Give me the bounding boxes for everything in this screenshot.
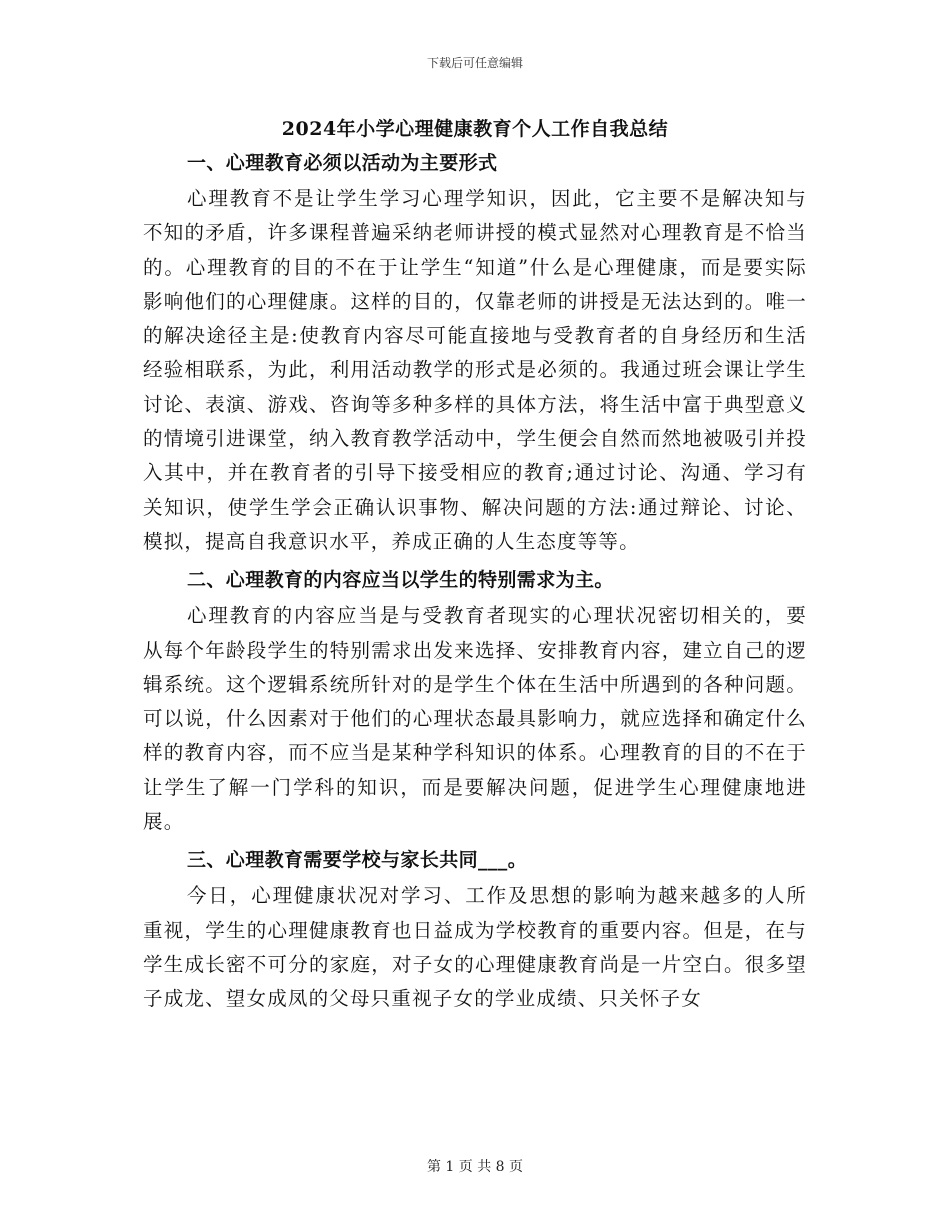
- document-title: 2024年小学心理健康教育个人工作自我总结: [281, 118, 669, 140]
- section-2-heading: 二、心理教育的内容应当以学生的特别需求为主。: [187, 569, 614, 592]
- section-1-heading: 一、心理教育必须以活动为主要形式: [187, 152, 498, 174]
- page-number-footer: 第 1 页 共 8 页: [426, 1159, 524, 1175]
- section-3-paragraph: 今日，心理健康状况对学习、工作及思想的影响为越来越多的人所重视，学生的心理健康教育也日益成为学校教育的重要内容。但是，在与学生成长密不可分的家庭，对子女的心理健康教育尚是一片空白。很多望子成龙、望女成凤的父母只重视子女的学业成绩、只关怀子女: [143, 884, 807, 1011]
- document-body: [143, 146, 807, 1017]
- section-1-paragraph: 心理教育不是让学生学习心理学知识，因此，它主要不是解决知与不知的矛盾，许多课程普遍采纳老师讲授的模式显然对心理教育是不恰当的。心理教育的目的不在于让学生“知道”什么是心理健康，而是要实际影响他们的心理健康。这样的目的，仅靠老师的讲授是无法达到的。唯一的解决途径主是:使教育内容尽可能直接地与受教育者的自身经历和生活经验相联系，为此，利用活动教学的形式是必须的。我通过班会课让学生讨论、表演、游戏、咨询等多种多样的具体方法，将生活中富于典型意义的情境引进课堂，纳入教育教学活动中，学生便会自然而然地被吸引并投入其中，并在教育者的引导下接受相应的教育;通过讨论、沟通、学习有关知识，使学生学会正确认识事物、解决问题的方法:通过辩论、讨论、模拟，提高自我意识水平，养成正确的人生态度等等。: [143, 187, 807, 553]
- header-note: 下载后可任意编辑: [426, 56, 523, 70]
- section-2-paragraph: 心理教育的内容应当是与受教育者现实的心理状况密切相关的，要从每个年龄段学生的特别需求出发来选择、安排教育内容，建立自己的逻辑系统。这个逻辑系统所针对的是学生个体在生活中所遇到的各种问题。可以说，什么因素对于他们的心理状态最具影响力，就应选择和确定什么样的教育内容，而不应当是某种学科知识的体系。心理教育的目的不在于让学生了解一门学科的知识，而是要解决问题，促进学生心理健康地进展。: [143, 604, 807, 834]
- section-3-heading: 三、心理教育需要学校与家长共同___。: [187, 849, 528, 872]
